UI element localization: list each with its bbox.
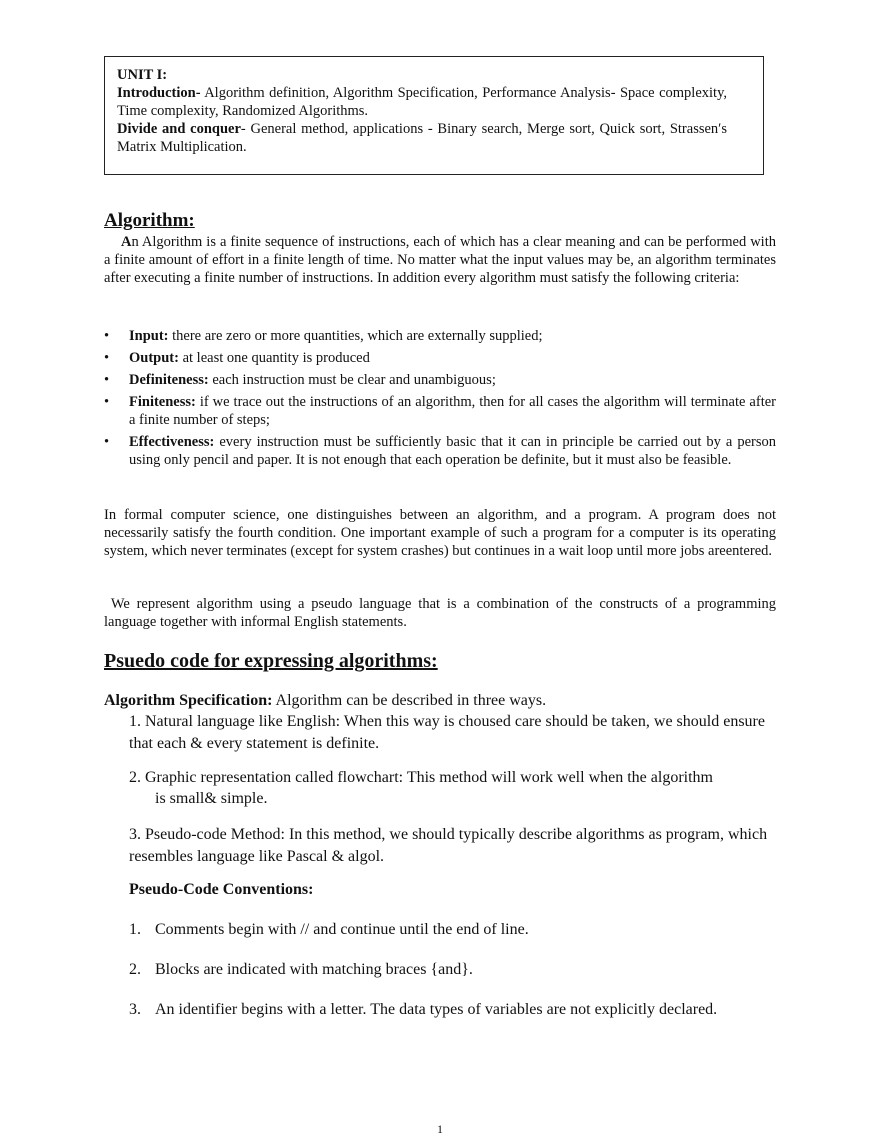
criteria-list [104,327,776,473]
criteria-item: • Definiteness: each instruction must be clear and unambiguous; [104,371,776,389]
way-1: 1. Natural language like English: When this way is choused care should be taken, we should ensure that each & every statement is definite. [129,713,765,752]
pseudo-language-paragraph: We represent algorithm using a pseudo language that is a combination of the constructs of a programming language together with informal English statements. [104,596,780,630]
pseudo-code-heading: Psuedo code for expressing algorithms: [104,650,438,672]
convention-number: 1. [129,921,141,938]
convention-item: Blocks are indicated with matching braces {and}. [155,961,473,978]
convention-number: 2. [129,961,141,978]
way-3: 3. Pseudo-code Method: In this method, we should typically describe algorithms as program, which resembles language like Pascal & algol. [129,826,768,865]
dc-topics: Divide and conquer- General method, applications - Binary search, Merge sort, Quick sort, Strassen′s Matrix Multiplication. [117,121,727,155]
spec-line: Algorithm Specification: Algorithm can be described in three ways. [104,692,547,709]
convention-number: 3. [129,1001,141,1018]
convention-item: An identifier begins with a letter. The data types of variables are not explicitly declared. [155,1001,718,1018]
criteria-item: • Output: at least one quantity is produced [104,349,776,367]
unit-title: UNIT I: [117,67,168,83]
syllabus-box [104,56,764,175]
criteria-item: • Effectiveness: every instruction must be sufficiently basic that it can in principle be carried out by a person using only pencil and paper. It is not enough that each operation be definite, but it must also be feasible. [104,433,776,469]
conventions-heading: Pseudo-Code Conventions: [129,881,314,898]
page-number: 1 [437,1122,443,1136]
intro-topics: Introduction- Algorithm definition, Algorithm Specification, Performance Analysis- Space complexity, Time complexity, Randomized Algorithms. [117,85,727,119]
criteria-item: • Input: there are zero or more quantities, which are externally supplied; [104,327,776,345]
algorithm-vs-program-paragraph: In formal computer science, one distinguishes between an algorithm, and a program. A program does not necessarily satisfy the fourth condition. One important example of such a program for a computer is its operating system, which never terminates (except for system crashes) but continues in a wait loop until more jobs areentered. [104,507,776,559]
algorithm-heading: Algorithm: [104,210,195,231]
algorithm-intro: An Algorithm is a finite sequence of instructions, each of which has a clear meaning and can be performed with a finite amount of effort in a finite length of time. No matter what the input values may be, an algorithm terminates after executing a finite number of instructions. In addition every algorithm must satisfy the following criteria: [104,234,776,286]
criteria-item: • Finiteness: if we trace out the instructions of an algorithm, then for all cases the algorithm will terminate after a finite number of steps; [104,393,776,429]
way-2: 2. Graphic representation called flowchart: This method will work well when the algorithm [129,769,713,786]
convention-item: Comments begin with // and continue until the end of line. [155,921,529,938]
way-2-cont: is small& simple. [155,790,268,807]
